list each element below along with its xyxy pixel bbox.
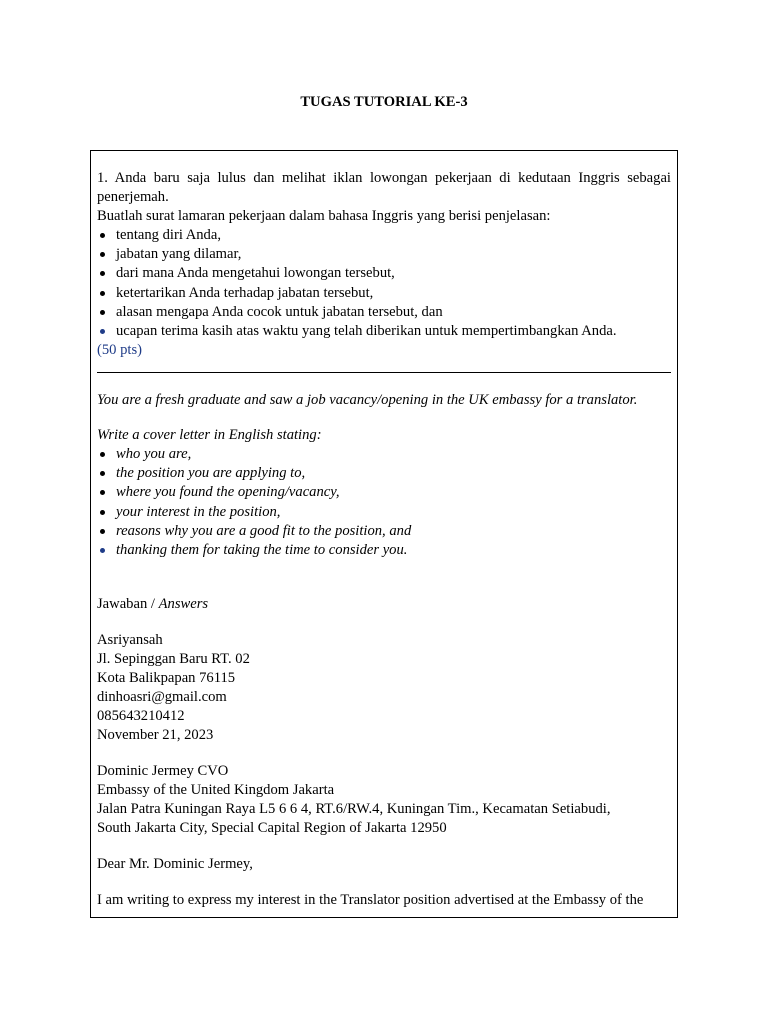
sender-street: Jl. Sepinggan Baru RT. 02 [97,651,250,667]
sender-email: dinhoasri@gmail.com [97,689,227,705]
answer-section [97,595,671,910]
question-instruction: Buatlah surat lamaran pekerjaan dalam bahasa Inggris yang berisi penjelasan: [97,208,551,224]
recipient-address-line-2: South Jakarta City, Special Capital Region of Jakarta 12950 [97,820,447,836]
letter-date: November 21, 2023 [97,727,214,743]
english-instruction: Write a cover letter in English stating: [97,427,322,443]
recipient-address-line-1: Jalan Patra Kuningan Raya L5 6 6 4, RT.6/RW.4, Kuningan Tim., Kecamatan Setiabudi, [97,801,611,817]
sender-phone: 085643210412 [97,708,185,724]
bullet-icon [100,291,105,296]
bullet-icon [100,548,105,553]
answer-label: Jawaban / Answers [97,596,209,612]
question-intro: 1. Anda baru saja lulus dan melihat iklan lowongan pekerjaan di kedutaan Inggris sebagai penerjemah. [97,170,671,205]
assignment-box [90,150,678,918]
recipient-name: Dominic Jermey CVO [97,763,229,779]
list-item: ucapan terima kasih atas waktu yang telah diberikan untuk mempertimbangkan Anda. [97,322,671,341]
points-label: (50 pts) [97,342,142,359]
bullet-icon [100,252,105,257]
bullet-icon [100,529,105,534]
letter-body: I am writing to express my interest in the Translator position advertised at the Embassy of the [97,892,644,908]
recipient-org: Embassy of the United Kingdom Jakarta [97,782,335,798]
question-section-indonesian [97,169,671,360]
list-item: who you are, [97,445,671,464]
english-intro: You are a fresh graduate and saw a job vacancy/opening in the UK embassy for a translator. [97,392,638,408]
bullet-icon [100,310,105,315]
section-divider [97,372,671,373]
list-item: jabatan yang dilamar, [97,245,671,264]
bullet-icon [100,452,105,457]
list-item: where you found the opening/vacancy, [97,483,671,502]
list-item: alasan mengapa Anda cocok untuk jabatan tersebut, dan [97,303,671,322]
list-item: dari mana Anda mengetahui lowongan tersebut, [97,264,671,283]
bullet-icon [100,490,105,495]
bullet-icon [100,471,105,476]
sender-name: Asriyansah [97,632,163,648]
list-item: tentang diri Anda, [97,226,671,245]
list-item: the position you are applying to, [97,464,671,483]
question-bullet-list [97,226,671,341]
page-title: TUGAS TUTORIAL KE-3 [300,94,468,110]
list-item: ketertarikan Anda terhadap jabatan tersebut, [97,284,671,303]
sender-city: Kota Balikpapan 76115 [97,670,236,686]
list-item: your interest in the position, [97,503,671,522]
list-item: thanking them for taking the time to consider you. [97,541,671,560]
list-item: reasons why you are a good fit to the position, and [97,522,671,541]
bullet-icon [100,271,105,276]
question-section-english [97,391,671,560]
bullet-icon [100,329,105,334]
english-bullet-list [97,445,671,560]
bullet-icon [100,510,105,515]
bullet-icon [100,233,105,238]
salutation: Dear Mr. Dominic Jermey, [97,856,253,872]
